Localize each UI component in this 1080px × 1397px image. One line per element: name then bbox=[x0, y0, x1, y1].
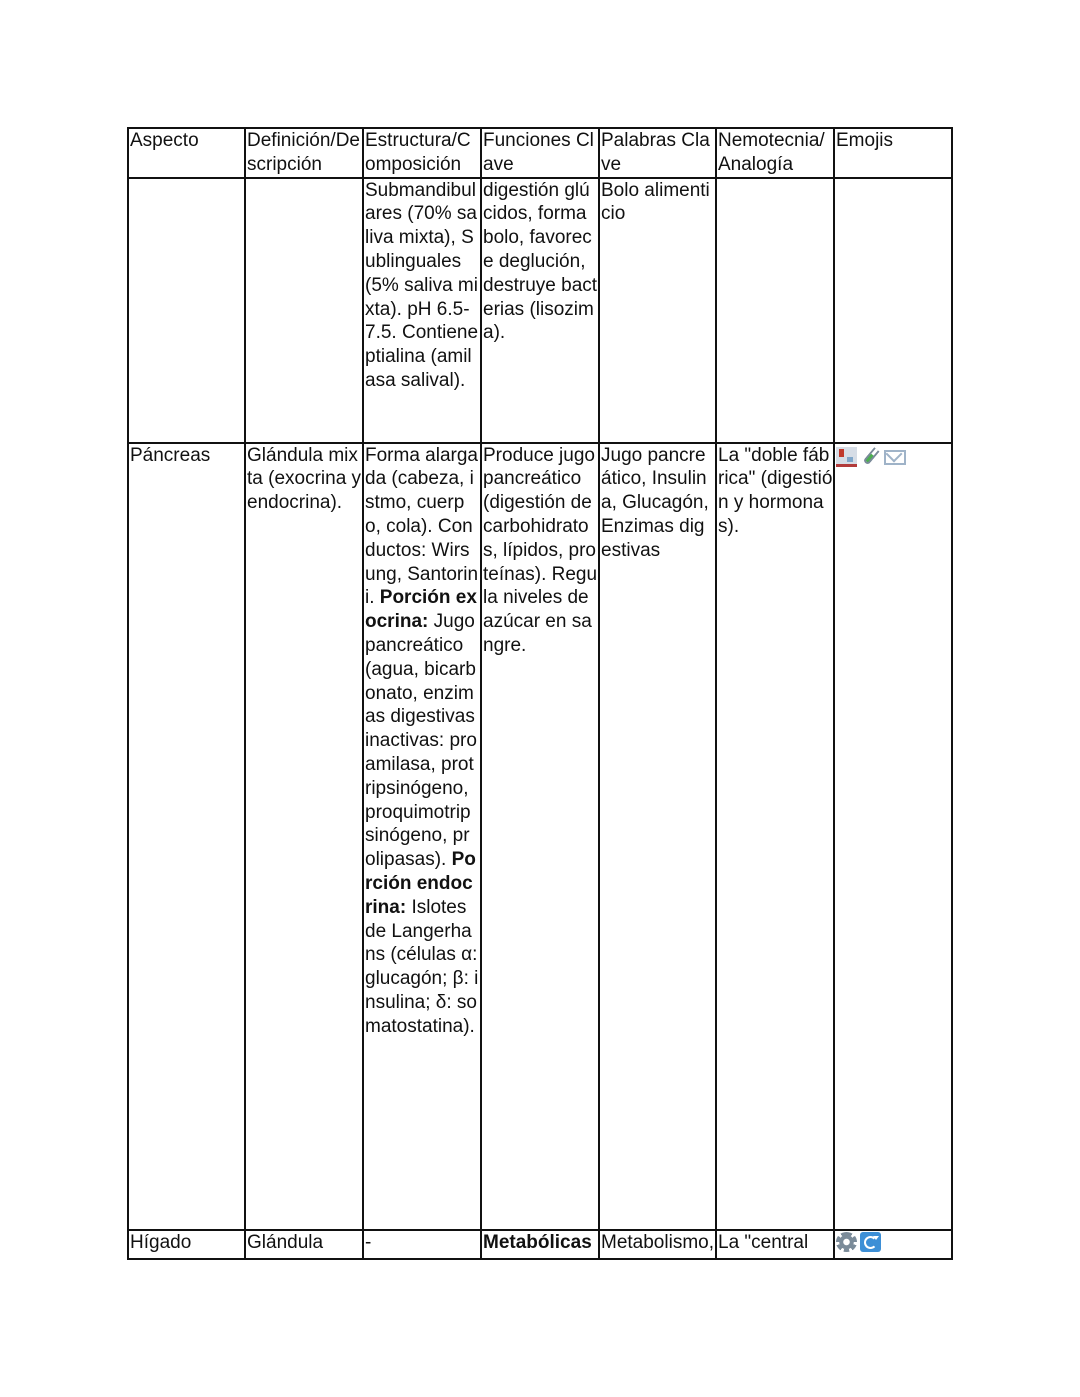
envelope-icon bbox=[884, 450, 906, 465]
estructura-bold-label: Porción endocrina: bbox=[365, 849, 476, 918]
header-emojis: Emojis bbox=[834, 128, 952, 178]
cell-aspecto: Páncreas bbox=[128, 443, 245, 1230]
table-header-row bbox=[128, 128, 952, 178]
header-palabras: Palabras Clave bbox=[599, 128, 716, 178]
cell-emojis bbox=[834, 1230, 952, 1260]
estructura-text: Jugo pancreático (agua, bicarbonato, enzimas digestivas inactivas: proamilasa, protripsinógeno, proquimotripsinógeno, prolipasas). bbox=[365, 611, 477, 871]
cell-funciones bbox=[481, 443, 599, 1230]
cell-aspecto bbox=[128, 178, 245, 443]
estructura-text: Forma alargada (cabeza, istmo, cuerpo, cola). Conductos: Wirsung, Santorini. bbox=[365, 444, 479, 609]
estructura-text: Submandibulares (70% saliva mixta), Sublinguales (5% saliva mixta). pH 6.5-7.5. Contiene ptialina (amilasa salival). bbox=[365, 179, 479, 391]
cell-definicion: Glándula bbox=[245, 1230, 363, 1260]
funciones-text: digestión glúcidos, forma bolo, favorece deglución, destruye bacterias (lisozima). bbox=[483, 179, 598, 344]
funciones-text: Produce jugo pancreático (digestión de carbohidratos, lípidos, proteínas). Regula niveles de azúcar en sangre. bbox=[483, 444, 598, 656]
cell-nemotecnia: La "doble fábrica" (digestión y hormonas). bbox=[716, 443, 834, 1230]
cell-palabras: Jugo pancreático, Insulina, Glucagón, Enzimas digestivas bbox=[599, 443, 716, 1230]
emoji-group bbox=[836, 447, 906, 467]
cell-funciones bbox=[481, 1230, 599, 1260]
cell-emojis bbox=[834, 178, 952, 443]
table-row bbox=[128, 443, 952, 1230]
refresh-icon bbox=[860, 1232, 881, 1252]
cell-palabras: Bolo alimenticio bbox=[599, 178, 716, 443]
cell-estructura bbox=[363, 178, 481, 443]
factory-icon bbox=[836, 447, 857, 467]
cell-estructura bbox=[363, 1230, 481, 1260]
cell-definicion: Glándula mixta (exocrina y endocrina). bbox=[245, 443, 363, 1230]
estructura-text: Islotes de Langerhans (células α: glucagón; β: insulina; δ: somatostatina). bbox=[365, 896, 479, 1037]
cell-emojis bbox=[834, 443, 952, 1230]
cell-palabras: Metabolismo, bbox=[599, 1230, 716, 1260]
cell-estructura bbox=[363, 443, 481, 1230]
funciones-bold-label: Metabólicas bbox=[483, 1231, 592, 1253]
study-table bbox=[127, 127, 953, 1260]
header-nemotecnia: Nemotecnia/ Analogía bbox=[716, 128, 834, 178]
estructura-text: - bbox=[365, 1231, 372, 1253]
header-estructura: Estructura/Composición bbox=[363, 128, 481, 178]
test-tube-icon bbox=[856, 442, 885, 471]
emoji-group bbox=[836, 1232, 881, 1252]
table-row bbox=[128, 178, 952, 443]
cell-nemotecnia bbox=[716, 178, 834, 443]
header-funciones: Funciones Clave bbox=[481, 128, 599, 178]
cell-aspecto: Hígado bbox=[128, 1230, 245, 1260]
estructura-bold-label: Porción exocrina: bbox=[365, 587, 477, 633]
header-definicion: Definición/Descripción bbox=[245, 128, 363, 178]
header-aspecto: Aspecto bbox=[128, 128, 245, 178]
cell-nemotecnia: La "central bbox=[716, 1230, 834, 1260]
cell-funciones bbox=[481, 178, 599, 443]
cell-definicion bbox=[245, 178, 363, 443]
gear-icon bbox=[836, 1232, 857, 1252]
table-row bbox=[128, 1230, 952, 1260]
